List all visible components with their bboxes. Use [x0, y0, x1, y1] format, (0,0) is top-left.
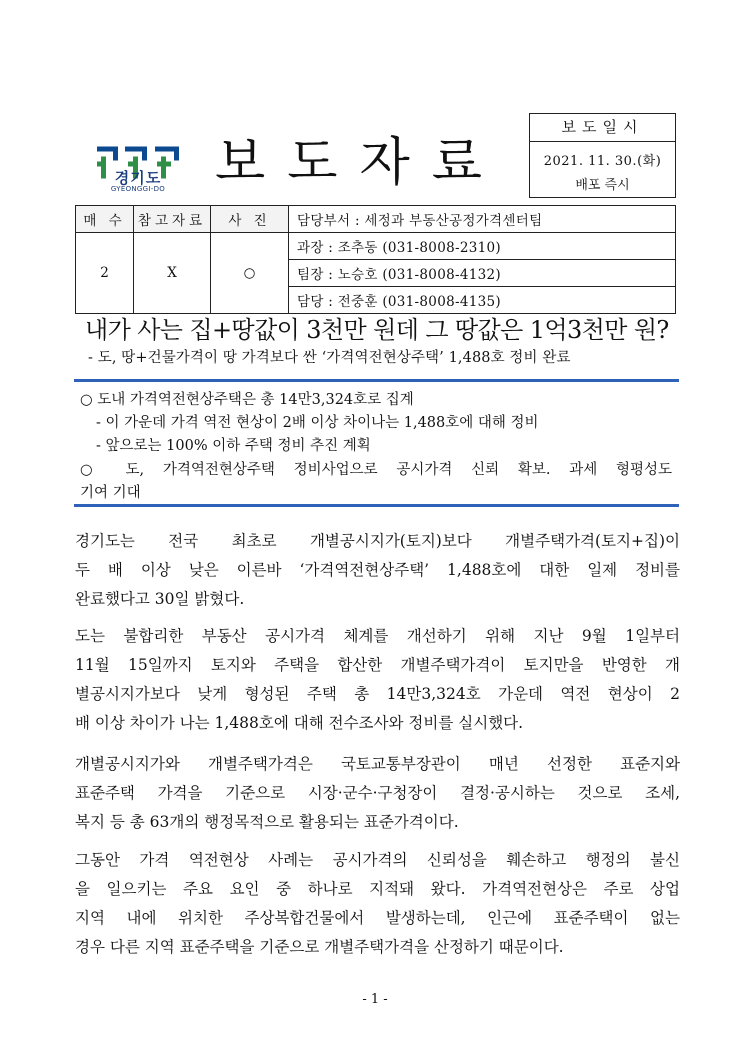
- table-header: 참고자료: [134, 206, 211, 233]
- contact-info-table: [75, 205, 676, 314]
- paragraph-line: 지역 내에 위치한 주상복합건물에서 발생하는데, 인근에 표준주택이 없는: [75, 909, 680, 927]
- paragraph-line: 별공시지가보다 낮게 형성된 주택 총 14만3,324호 가운데 역전 현상이 2: [75, 685, 680, 703]
- paragraph-line: 완료했다고 30일 밝혔다.: [75, 590, 245, 608]
- logo-wordmark: 경기도: [114, 169, 162, 187]
- paragraph-line: 을 일으키는 주요 요인 중 하나로 지적돼 왔다. 가격역전현상은 주로 상업: [75, 880, 680, 898]
- paragraph-line: 배 이상 차이가 나는 1,488호에 대해 전수조사와 정비를 실시했다.: [75, 714, 524, 732]
- paragraph-line: 복지 등 총 63개의 행정목적으로 활용되는 표준가격이다.: [75, 813, 459, 831]
- body-paragraph: [75, 846, 680, 962]
- table-header: 사 진: [211, 206, 289, 233]
- page-number: - 1 -: [362, 992, 388, 1007]
- press-release-title: 보도자료: [215, 133, 504, 193]
- photo-indicator: ○: [211, 233, 289, 314]
- summary-box: [74, 379, 679, 507]
- release-date: 2021. 11. 30.(화): [543, 154, 662, 169]
- contact-chief: 과장 : 조추동 (031-8008-2310): [289, 233, 676, 260]
- paragraph-line: 도는 불합리한 부동산 공시가격 체계를 개선하기 위해 지난 9월 1일부터: [75, 627, 680, 645]
- headline: 내가 사는 집+땅값이 3천만 원데 그 땅값은 1억3천만 원?: [85, 316, 669, 344]
- logo-bar: [142, 147, 147, 161]
- release-date-header: 보도일시: [530, 114, 675, 142]
- department: 담당부서 : 세정과 부동산공정가격센터팀: [289, 206, 676, 233]
- subheadline: - 도, 땅+건물가격이 땅 가격보다 싼 ‘가격역전현상주택’ 1,488호 정비 완료: [88, 350, 571, 366]
- summary-item-continued: 기여 기대: [80, 485, 141, 501]
- page-count: 2: [76, 233, 134, 314]
- body-paragraph: [75, 622, 680, 738]
- body-paragraph: [75, 527, 680, 614]
- summary-subitem: - 이 가운데 가격 역전 현상이 2배 이상 차이나는 1,488호에 대해 정비: [96, 415, 539, 431]
- release-date-box: [529, 113, 676, 198]
- paragraph-line: 경우 다른 지역 표준주택을 기준으로 개별주택가격을 산정하기 때문이다.: [75, 938, 564, 956]
- paragraph-line: 11월 15일까지 토지와 주택을 합산한 개별주택가격이 토지만을 반영한 개: [75, 656, 680, 674]
- paragraph-line: 표준주택 가격을 기준으로 시장·군수·구청장이 결정·공시하는 것으로 조세,: [75, 784, 680, 802]
- paragraph-line: 경기도는 전국 최초로 개별공시지가(토지)보다 개별주택가격(토지+집)이: [75, 532, 680, 550]
- body-paragraph: [75, 750, 680, 837]
- logo-bar: [174, 147, 179, 161]
- paragraph-line: 그동안 가격 역전현상 사례는 공시가격의 신뢰성을 훼손하고 행정의 불신: [75, 851, 680, 869]
- reference-material: X: [134, 233, 211, 314]
- contact-team-lead: 팀장 : 노승호 (031-8008-4132): [289, 260, 676, 287]
- logo-subtitle: GYEONGGI-DO: [110, 185, 166, 193]
- summary-subitem: - 앞으로는 100% 이하 주택 정비 추진 계획: [96, 438, 371, 454]
- table-header: 매 수: [76, 206, 134, 233]
- contact-staff: 담당 : 전중훈 (031-8008-4135): [289, 287, 676, 314]
- paragraph-line: 개별공시지가와 개별주택가격은 국토교통부장관이 매년 선정한 표준지와: [75, 755, 680, 773]
- summary-item: ○ 도, 가격역전현상주택 정비사업으로 공시가격 신뢰 확보. 과세 형평성도: [80, 462, 672, 478]
- logo-bar: [113, 147, 118, 161]
- summary-item: ○ 도내 가격역전현상주택은 총 14만3,324호로 집계: [80, 392, 414, 408]
- paragraph-line: 두 배 이상 낮은 이른바 ‘가격역전현상주택’ 1,488호에 대한 일제 정비를: [75, 561, 680, 579]
- release-timing: 배포 즉시: [575, 178, 630, 193]
